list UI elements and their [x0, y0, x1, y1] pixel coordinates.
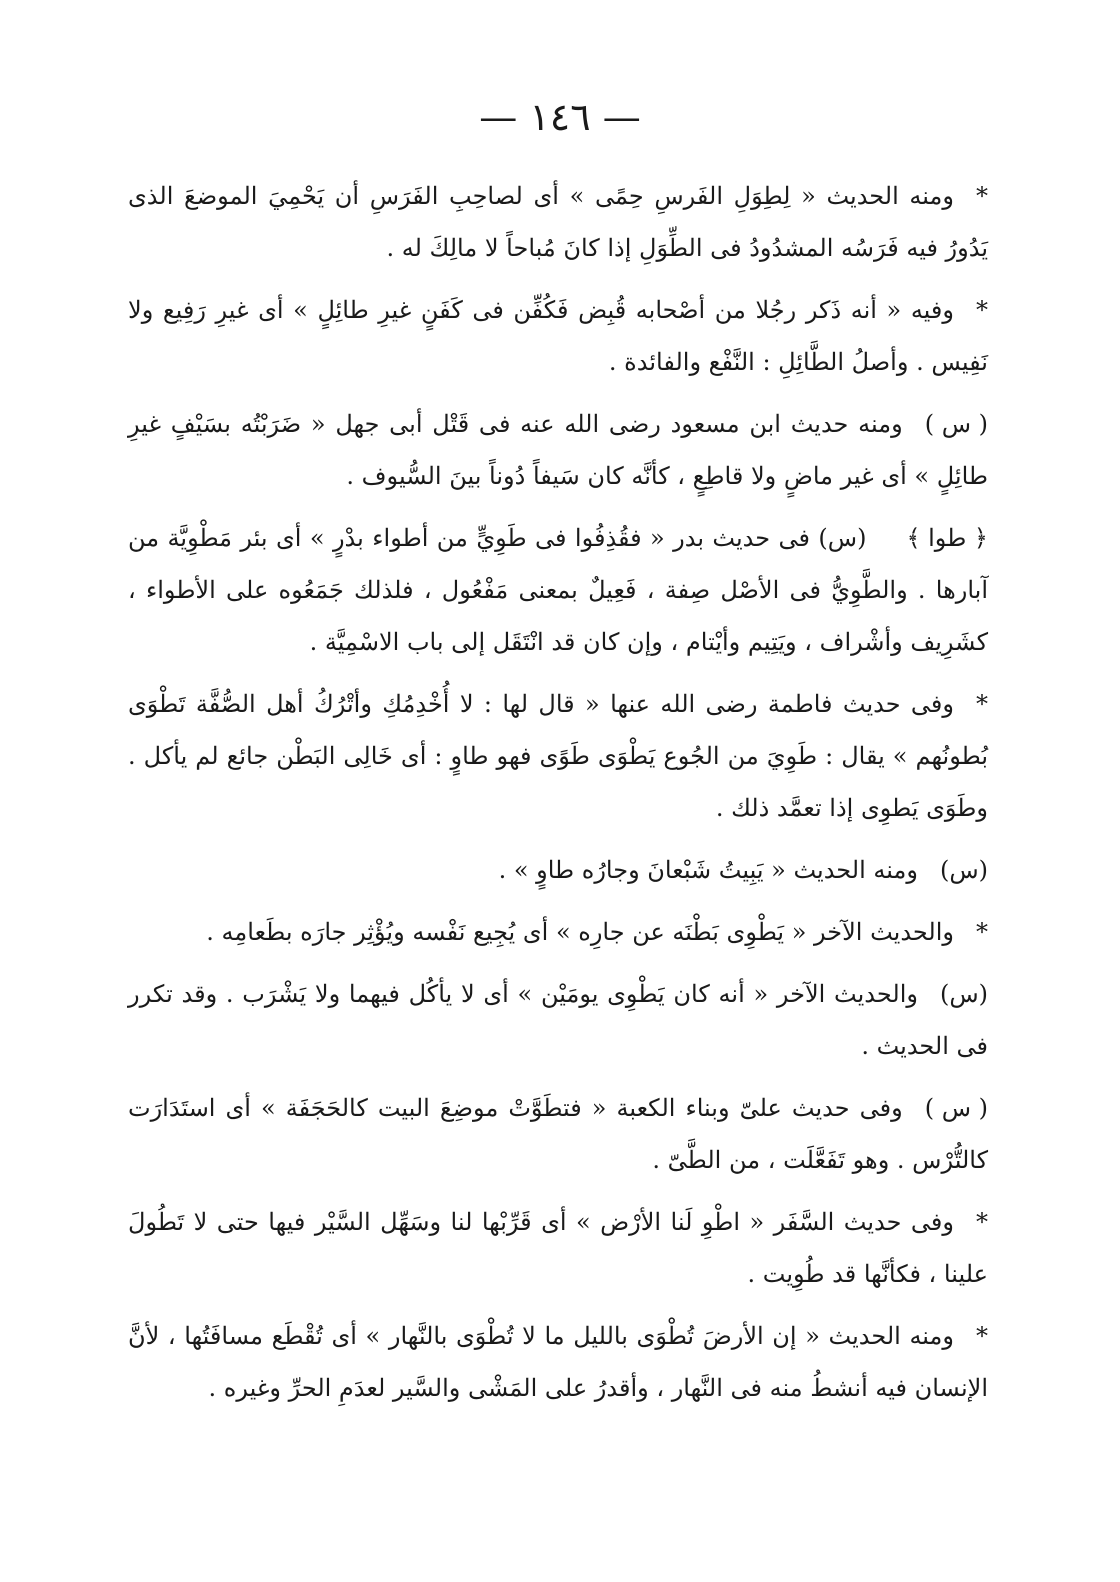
- entry-headword: ﴿ طوا ﴾: [906, 524, 988, 552]
- paragraph: [128, 170, 988, 274]
- paragraph-text: ومنه الحديث « يَبِيتُ شَبْعانَ وجارُه طاوٍ » .: [498, 856, 918, 884]
- entry-marker: *: [976, 182, 988, 210]
- paragraph: [128, 1196, 988, 1300]
- entry-marker: ( س ): [924, 410, 988, 438]
- paragraph: [128, 512, 988, 668]
- page-number: — ١٤٦ —: [479, 95, 641, 139]
- paragraph: [128, 398, 988, 502]
- entry-marker: *: [976, 690, 988, 718]
- entry-marker: *: [976, 918, 988, 946]
- entry-marker: *: [976, 1322, 988, 1350]
- paragraph: [128, 284, 988, 388]
- paragraph-text: وفى حديث علىّ وبناء الكعبة « فتطَوَّتْ موضِعَ البيت كالحَجَفَة » أى استَدَارَت كالتُّرْس . وهو تَفَعَّلَت ، من الطَّىّ .: [128, 1094, 988, 1174]
- paragraph: [128, 968, 988, 1072]
- body-text: [128, 170, 988, 1424]
- paragraph-text: والحديث الآخر « أنه كان يَطْوِى يومَيْن » أى لا يأكُل فيهما ولا يَشْرَب . وقد تكرر فى الحديث .: [128, 980, 988, 1060]
- paragraph-text: (س) فى حديث بدر « فقُذِفُوا فى طَوِيٍّ من أطواء بدْرٍ » أى بئر مَطْوِيَّة من آبارها . والطَّوِيُّ فى الأصْل صِفة ، فَعِيلٌ بمعنى مَفْعُول ، فلذلك جَمَعُوه على الأطواء ، كشَرِيف وأشْراف ، ويَتِيم وأيْتام ، وإن كان قد انْتَقَل إلى باب الاسْمِيَّة .: [128, 524, 988, 656]
- paragraph-text: وفيه « أنه ذَكر رجُلا من أصْحابه قُبِض فَكُفِّن فى كَفَنٍ غيرِ طائِلٍ » أى غيرِ رَفِيع ولا نَفِيس . وأصلُ الطَّائِلِ : النَّفْع والفائدة .: [128, 296, 988, 376]
- entry-marker: *: [976, 1208, 988, 1236]
- paragraph: [128, 678, 988, 834]
- paragraph-text: وفى حديث السَّفَر « اطْوِ لَنا الأرْض » أى قَرِّبْها لنا وسَهِّل السَّيْر فيها حتى لا تَطُولَ علينا ، فكأنَّها قد طُوِيت .: [128, 1208, 988, 1288]
- entry-marker: ( س ): [924, 1094, 988, 1122]
- paragraph-text: ومنه حديث ابن مسعود رضى الله عنه فى قَتْل أبى جهل « ضَرَبْتُه بسَيْفٍ غيرِ طائِلٍ » أى غير ماضٍ ولا قاطِعٍ ، كأنَّه كان سَيفاً دُوناً بينَ السُّيوف .: [128, 410, 988, 490]
- paragraph: [128, 1082, 988, 1186]
- paragraph-text: والحديث الآخر « يَطْوِى بَطْنَه عن جارِه » أى يُجِيع نَفْسه ويُؤْثِر جارَه بطَعامِه .: [206, 918, 954, 946]
- entry-marker: (س): [939, 980, 988, 1008]
- paragraph: [128, 1310, 988, 1414]
- paragraph: [128, 844, 988, 896]
- entry-marker: (س): [939, 856, 988, 884]
- paragraph: [128, 906, 988, 958]
- entry-marker: *: [976, 296, 988, 324]
- paragraph-text: ومنه الحديث « لِطِوَلِ الفَرسِ حِمًى » أى لصاحِبِ الفَرَسِ أن يَحْمِيَ الموضعَ الذى يَدُورُ فيه فَرَسُه المشدُودُ فى الطِّوَلِ إذا كانَ مُباحاً لا مالِكَ له .: [128, 182, 988, 262]
- paragraph-text: وفى حديث فاطمة رضى الله عنها « قال لها : لا أُخْدِمُكِ وأتْرُكُ أهل الصُّفَّة تَطْوَى بُطونُهم » يقال : طَوِيَ من الجُوع يَطْوَى طَوًى فهو طاوٍ : أى خَالِى البَطْن جائع لم يأكل . وطَوَى يَطوِى إذا تعمَّد ذلك .: [128, 690, 988, 822]
- paragraph-text: ومنه الحديث « إن الأرضَ تُطْوَى بالليل ما لا تُطْوَى بالنَّهار » أى تُقْطَع مسافَتُها ، لأنَّ الإنسان فيه أنشطُ منه فى النَّهار ، وأقدرُ على المَشْى والسَّير لعدَمِ الحرِّ وغيره .: [128, 1322, 988, 1402]
